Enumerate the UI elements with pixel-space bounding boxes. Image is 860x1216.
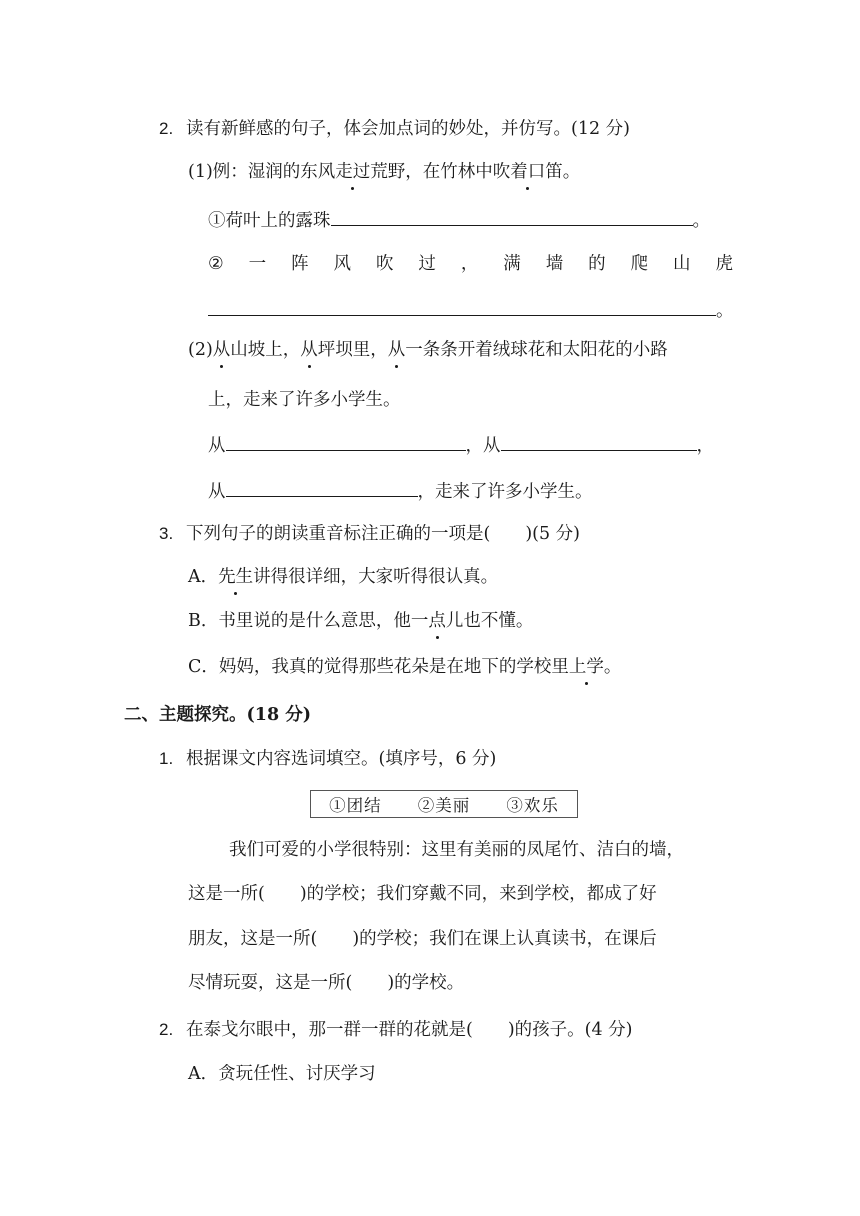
dotted-word: 上学: [569, 654, 604, 680]
example-text: (2): [188, 340, 213, 360]
option-b[interactable]: [188, 608, 533, 634]
answer-blank[interactable]: [226, 432, 466, 451]
example-text: 坪坝里，: [317, 340, 388, 360]
imitation-item-2-answer: [208, 297, 734, 324]
word-option: ②美丽: [417, 796, 471, 815]
example-end: 。: [562, 162, 581, 182]
example-sentence-2: [188, 337, 668, 363]
item-char: 满: [503, 254, 521, 274]
dotted-word: 走过: [335, 159, 370, 185]
passage-line: 尽情玩耍，这是一所( )的学校。: [188, 973, 465, 993]
answer-blank[interactable]: [331, 207, 693, 226]
item-char: 一: [248, 254, 267, 274]
option-text: B．书里说的是什么意思，他: [188, 611, 411, 631]
dotted-word: 一点儿: [411, 608, 464, 634]
question-title: 在泰戈尔眼中，那一群一群的花就是( )的孩子。(4 分): [186, 1020, 633, 1040]
dotted-word: 从: [300, 337, 318, 363]
answer-blank[interactable]: [226, 478, 418, 497]
option-text: C．妈妈，我真的觉得那些花朵是在地下的学校里: [188, 657, 569, 677]
imitation-fill-line-1: [208, 432, 714, 459]
option-label: A．: [188, 567, 219, 587]
fill-end: ，走来了许多小学生。: [417, 482, 593, 502]
example-sentence-2-line2: 上，走来了许多小学生。: [208, 390, 401, 410]
option-c[interactable]: [188, 654, 621, 680]
passage-line: 朋友，这是一所( )的学校；我们在课上认真读书，在课后: [188, 929, 657, 949]
option-text: 。: [603, 657, 622, 677]
word-option: ①团结: [329, 796, 382, 815]
imitation-fill-line-2: [208, 478, 593, 505]
passage-line: 我们可爱的小学很特别：这里有美丽的凤尾竹、洁白的墙，: [229, 840, 684, 860]
option-text: 讲得很详细，大家听得很认真。: [253, 567, 499, 587]
dotted-word: 吹着口笛: [493, 159, 563, 185]
item-char: 虎: [715, 254, 733, 274]
item-end: 。: [716, 301, 734, 321]
imitation-item-2: [208, 251, 733, 277]
example-prefix: (1)例：湿润的东风: [188, 162, 336, 182]
item-char: 过: [418, 254, 436, 274]
fill-punct: ，: [696, 436, 714, 456]
option-text: 也不懂。: [463, 611, 534, 631]
item-char: 爬: [630, 254, 649, 274]
option-a[interactable]: [188, 564, 498, 590]
item-char: 墙: [545, 254, 564, 274]
question-title: 读有新鲜感的句子，体会加点词的妙处，并仿写。(12 分): [186, 119, 630, 139]
option-a[interactable]: A．贪玩任性、讨厌学习: [188, 1064, 376, 1084]
question-title: 根据课文内容选词填空。(填序号，6 分): [186, 749, 497, 769]
dotted-word: 先生: [218, 564, 253, 590]
section-title: 二、主题探究。(18 分): [124, 705, 312, 725]
item-char: ，: [460, 254, 479, 274]
answer-blank[interactable]: [208, 297, 716, 316]
item-char: 山: [673, 254, 691, 274]
question-number: 2.: [159, 119, 174, 138]
item-char: ②: [208, 254, 224, 274]
fill-punct: ，: [465, 436, 483, 456]
item-char: 风: [333, 254, 352, 274]
word-bank-box: [310, 790, 578, 818]
question-number: 3.: [159, 524, 174, 543]
imitation-item-1: [208, 207, 710, 234]
question-number: 2.: [159, 1020, 174, 1039]
example-text: 山坡上，: [230, 340, 301, 360]
item-label: ①荷叶上的露珠: [208, 211, 331, 231]
fill-word: 从: [208, 436, 226, 456]
dotted-word: 从: [213, 337, 231, 363]
answer-blank[interactable]: [501, 432, 697, 451]
question-number: 1.: [159, 749, 174, 768]
example-middle: 荒野，在竹林中: [370, 162, 493, 182]
word-option: ③欢乐: [506, 796, 559, 815]
item-char: 阵: [291, 254, 309, 274]
passage-line: 这是一所( )的学校；我们穿戴不同，来到学校，都成了好: [188, 884, 657, 904]
fill-word: 从: [483, 436, 501, 456]
item-char: 的: [588, 254, 606, 274]
item-end: 。: [692, 211, 710, 231]
fill-word: 从: [208, 482, 226, 502]
item-char: 吹: [375, 254, 394, 274]
example-text: 一条条开着绒球花和太阳花的小路: [405, 340, 668, 360]
example-sentence-1: [188, 159, 580, 185]
dotted-word: 从: [388, 337, 406, 363]
question-title: 下列句子的朗读重音标注正确的一项是( )(5 分): [186, 524, 581, 544]
